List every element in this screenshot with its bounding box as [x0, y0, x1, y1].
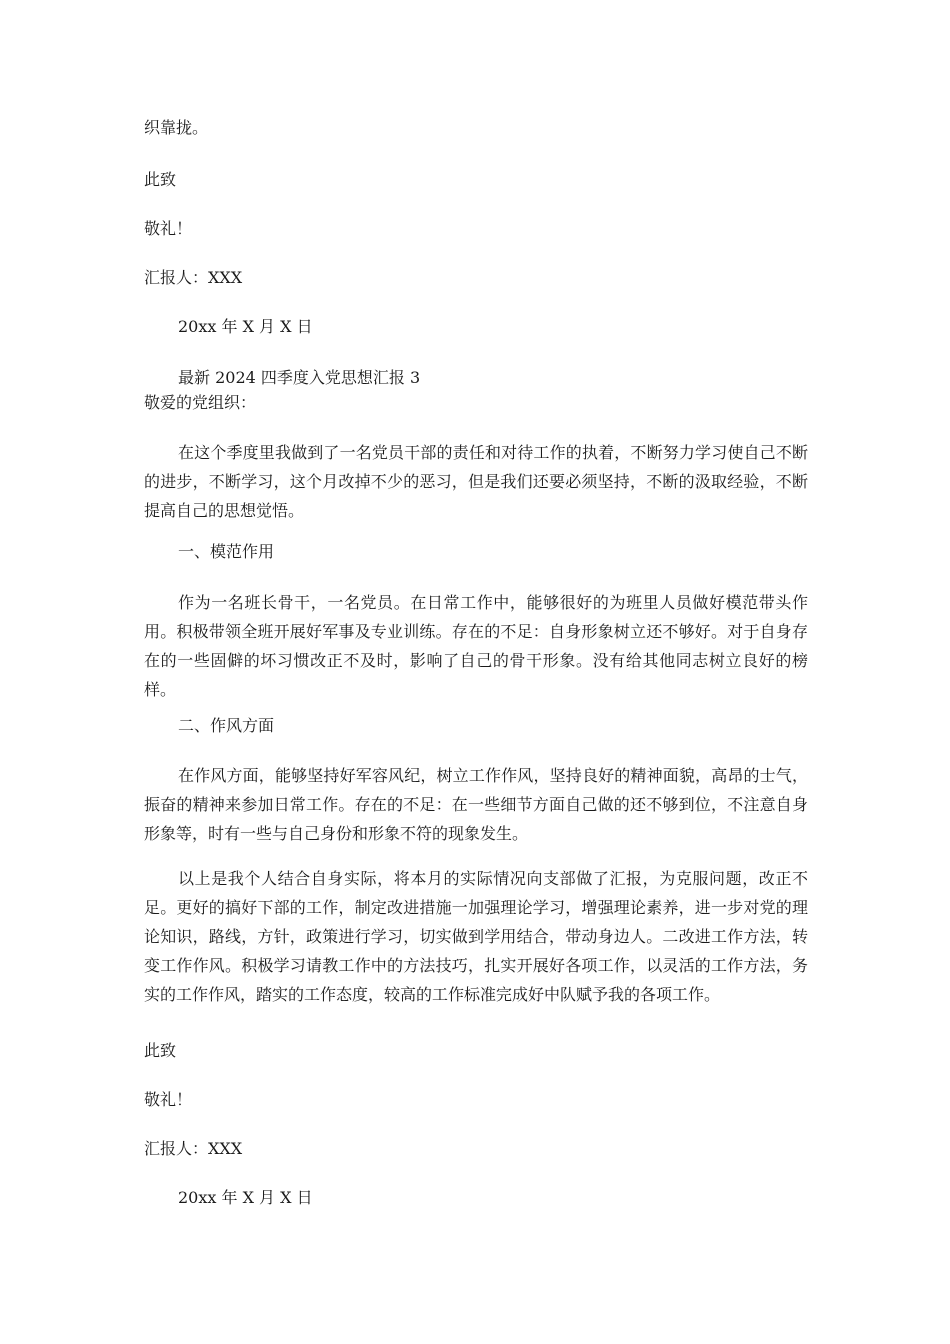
closing-phrase: 此致	[144, 1041, 177, 1060]
salutation: 敬礼！	[144, 1090, 193, 1109]
closing-phrase: 此致	[144, 170, 177, 189]
section-body-model-role: 作为一名班长骨干，一名党员。在日常工作中，能够很好的为班里人员做好模范带头作用。积极带领全班开展好军事及专业训练。存在的不足：自身形象树立还不够好。对于自身存在的一些固僻的坏习惯改正不及时，影响了自己的骨干形象。没有给其他同志树立良好的榜样。	[144, 593, 808, 699]
summary-paragraph: 以上是我个人结合自身实际，将本月的实际情况向支部做了汇报，为克服问题，改正不足。更好的搞好下部的工作，制定改进措施一加强理论学习，增强理论素养，进一步对党的理论知识，路线，方针，政策进行学习，切实做到学用结合，带动身边人。二改进工作方法，转变工作作风。积极学习请教工作中的方法技巧，扎实开展好各项工作，以灵活的工作方法，务实的工作作风，踏实的工作态度，较高的工作标准完成好中队赋予我的各项工作。	[144, 869, 808, 1004]
continued-line: 织靠拢。	[144, 118, 209, 137]
section-title-work-style: 二、作风方面	[178, 716, 275, 735]
section-body-work-style: 在作风方面，能够坚持好军容风纪，树立工作作风，坚持良好的精神面貌，高昂的士气，振奋的精神来参加日常工作。存在的不足：在一些细节方面自己做的还不够到位，不注意自身形象等，时有一些与自己身份和形象不符的现象发生。	[144, 766, 808, 843]
intro-paragraph: 在这个季度里我做到了一名党员干部的责任和对待工作的执着，不断努力学习使自己不断的进步，不断学习，这个月改掉不少的恶习，但是我们还要必须坚持，不断的汲取经验，不断提高自己的思想觉悟。	[144, 443, 808, 520]
report-heading: 最新 2024 四季度入党思想汇报 3	[178, 368, 421, 387]
report-date: 20xx 年 X 月 X 日	[178, 317, 313, 336]
greeting: 敬爱的党组织：	[144, 393, 257, 412]
report-date: 20xx 年 X 月 X 日	[178, 1188, 313, 1207]
reporter-signature: 汇报人：XXX	[144, 268, 243, 287]
section-title-model-role: 一、模范作用	[178, 542, 275, 561]
salutation: 敬礼！	[144, 219, 193, 238]
reporter-signature: 汇报人：XXX	[144, 1139, 243, 1158]
